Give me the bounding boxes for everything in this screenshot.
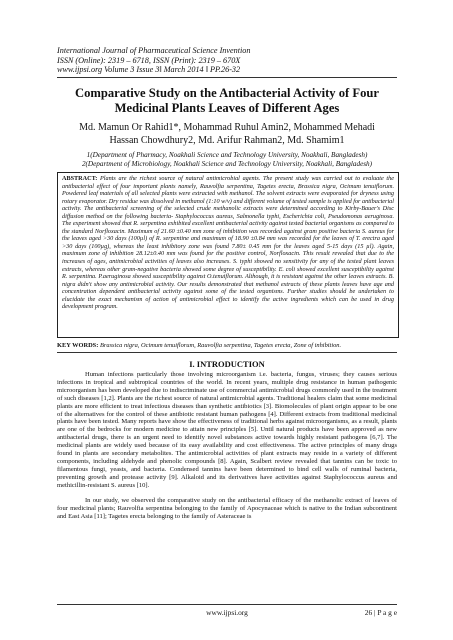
page-number: 26 | P a g e — [364, 608, 397, 617]
keywords-text: Brassica nigra, Ocimum tenuiflorum, Rauvolfia serpentina, Tagetes erecta, Zone of inhibition. — [99, 342, 342, 349]
intro-paragraph-1: Human infections particularly those involving microorganism i.e. bacteria, fungus, viruses; they causes serious infections in tropical and subtropical countries of the world. In recent years, multiple drug resistance in human pathogenic microorganism has been developed due to indiscriminate use of commercial antimicrobial drugs commonly used in the treatment of such diseases [1,2]. Plants are the richest source of natural antimicrobial agents. Traditional healers claim that some medicinal plants are more efficient to treat infectious diseases than synthetic antibiotics [3]. Biomolecules of plant origin appear to be one of the alternatives for the control of these antibiotic resistant human pathogens [4]. Different extracts from traditional medicinal plants have been tested. Many reports have show the effectiveness of traditional herbs against microorganisms, as a result, plants are one of the bedrocks for modern medicine to attain new principles [5]. Until natural products have been approved as new antibacterial drugs, there is an urgent need to identify novel substances active towards highly resistant pathogens [6,7]. The medicinal plants are widely used because of its easy availability and cost effectiveness. The active principles of many drugs found in plants are secondary metabolites. The antimicrobial activities of plant extracts may reside in a variety of different components, including aldehyde and phenolic compounds [8]. Again, Scalbert review revealed that tannins can be toxic to filamentous fungi, yeasts, and bacteria. Condensed tannins have been determined to bind cell walls of ruminal bacteria, preventing growth and protease activity [9]. Alkaloid and its derivatives have activities against Staphylococcus aureus and methicillin-resistant S. aureus [10]. — [57, 371, 397, 489]
paper-title: Comparative Study on the Antibacterial Activity of Four Medicinal Plants Leaves of Different Ages — [75, 86, 379, 115]
keywords — [57, 342, 397, 350]
author-list — [57, 122, 397, 147]
footer-divider — [57, 604, 397, 605]
authors-line-2: Hassan Chowdhury2, Md. Arifur Rahman2, Md. Shamim1 — [109, 134, 345, 146]
authors-line-1: Md. Mamun Or Rahid1*, Mohammad Ruhul Amin2, Mohammed Mehadi — [79, 122, 375, 133]
affiliations — [57, 151, 397, 169]
journal-header — [57, 46, 397, 75]
section-heading-introduction: I. INTRODUCTION — [189, 359, 265, 369]
header-divider — [57, 77, 397, 78]
affiliation-1: 1(Department of Pharmacy, Noakhali Science and Technology University, Noakhali, Bangladesh) — [86, 151, 368, 159]
journal-name: International Journal of Pharmaceutical Science Invention — [57, 46, 251, 55]
introduction-body — [57, 371, 397, 529]
keywords-label: KEY WORDS: — [57, 342, 99, 349]
abstract-label: ABSTRACT: — [62, 175, 98, 182]
affiliation-2: 2(Department of Microbiology, Noakhali Science and Technology University, Noakhali, Bangladesh) — [81, 159, 373, 168]
keywords-divider — [57, 352, 397, 353]
footer-site-link[interactable]: www.ijpsi.org — [206, 608, 248, 617]
journal-issn: ISSN (Online): 2319 – 6718, ISSN (Print): 2319 – 670X — [57, 55, 241, 65]
page-footer — [57, 608, 397, 618]
abstract-box — [57, 172, 399, 338]
intro-paragraph-2: In our study, we observed the comparative study on the antibacterial efficacy of the methanolic extract of leaves of four medicinal plants; Rauvolfia serpentina belonging to the family of Apocynaceae which is native to the Indian subcontinent and East Asia [11]; Tagetes erecta belonging to the family of Asteraceae is — [57, 497, 397, 521]
abstract-text: Plants are the richest source of natural antimicrobial agents. The present study was carried out to evaluate the antibacterial effect of four important plants namely, Rauvolfia serpentina, Tagetes erecta, Brassica nigra, Ocimum tenuiflorum. Powdered leaf materials of all selected plants were extracted with methanol. The solvent extracts were evaporated for dryness using rotary evaporator. Dry residue was dissolved in methanol (1:10 w/v) and different volume of tested sample is applied for antibacterial activity. The antibacterial screening of the selected crude methanolic extracts were determined according to Kirby-Bauer's Disc diffusion method on the following bacteria- Staphylococcus aureus, Salmonella typhi, Escherichia coli, Pseudomonas aeruginosa. The experiment showed that R. serpentina exhibited excellent antibacterial activity against tested bacterial organisms as compared to the standard Norfloxacin. Maximum of 21.60 ±0.40 mm zone of inhibition was recorded against gram positive bacteria S. aureus for the leaves aged >30 days (100µl) of R. serpentine and maximum of 18.90 ±0.84 mm was recorded for the leaves of T. erectra aged >30 days (100µg), whereas the least inhibitory zone was found 7.80± 0.45 mm for the leaves aged 5-15 days (15 µl). Again, maximum zone of inhibition 28.12±0.40 mm was found for the positive control, Norfloxacin. This result revealed that due to the increases of ages, antimicrobial activities of leaves also increases. S. typhi showed no sensitivity for any of the tested plant leaves extracts, whereas other gram-negative bacteria showed some degree of susceptibility. E. coli showed excellent susceptibility against R. serpentina. P.aeruginosa showed susceptibility against O.tenuiflorum. Although, it is resistant against the other leaves extracts. B. nigra didn't show any antimicrobial activity. Our results demonstrated that methanol extracts of these plants leaves have age and concentration dependent antibacterial activity against some of the tested organisms. Further studies should be undertaken to elucidate the exact mechanism of action of antimicrobial effect to identify the active ingredients which can be used in drug development program. — [62, 175, 394, 311]
journal-volume: www.ijpsi.org Volume 3 Issue 3ǁ March 2014 ǁ PP.26-32 — [57, 65, 241, 75]
